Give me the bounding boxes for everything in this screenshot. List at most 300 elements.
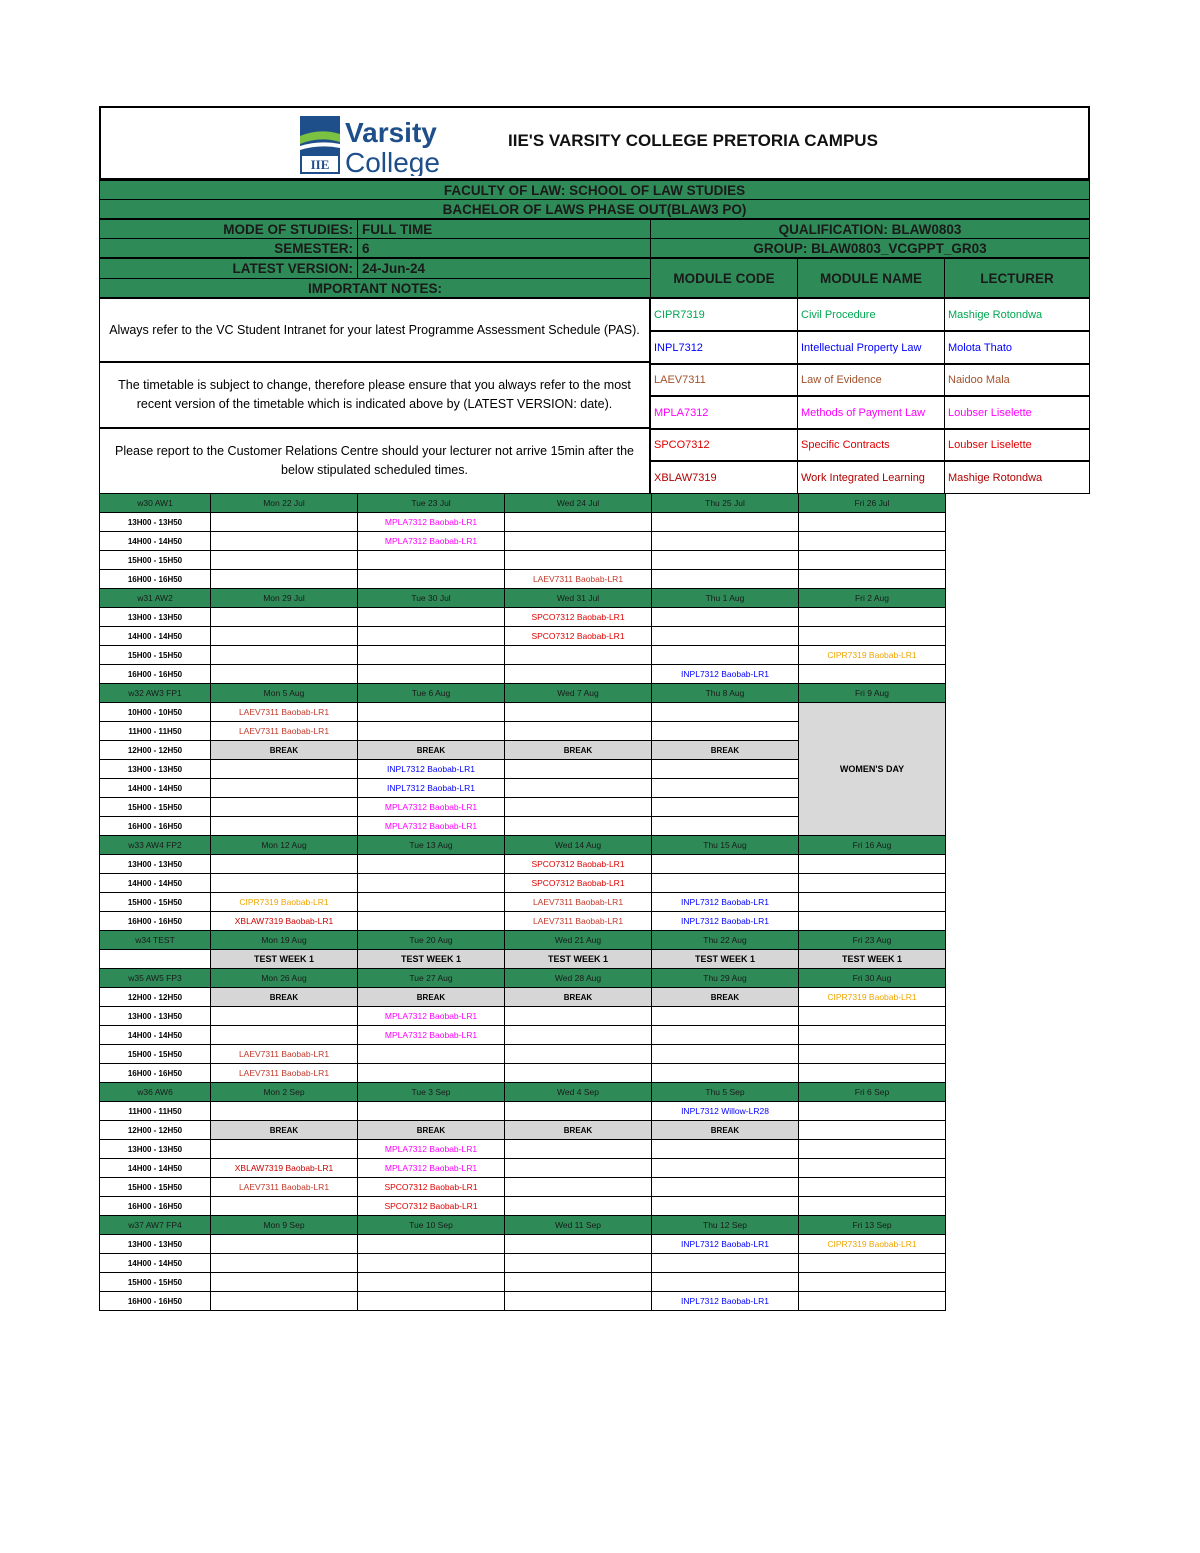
empty-cell bbox=[211, 570, 358, 589]
day-header: Tue 6 Aug bbox=[358, 684, 505, 703]
day-header: Tue 23 Jul bbox=[358, 494, 505, 513]
empty-cell bbox=[505, 513, 652, 532]
programme-band: BACHELOR OF LAWS PHASE OUT(BLAW3 PO) bbox=[99, 199, 1090, 219]
timetable-row bbox=[100, 703, 946, 722]
empty-cell bbox=[211, 760, 358, 779]
day-header: Wed 11 Sep bbox=[505, 1216, 652, 1235]
day-header: Thu 1 Aug bbox=[652, 589, 799, 608]
class-cell: SPCO7312 Baobab-LR1 bbox=[505, 608, 652, 627]
empty-cell bbox=[652, 855, 799, 874]
empty-cell bbox=[505, 1254, 652, 1273]
col-module-name: MODULE NAME bbox=[797, 258, 945, 298]
class-cell: CIPR7319 Baobab-LR1 bbox=[799, 1235, 946, 1254]
timetable-row bbox=[100, 1007, 946, 1026]
timetable-row bbox=[100, 950, 946, 969]
class-cell: LAEV7311 Baobab-LR1 bbox=[505, 893, 652, 912]
timetable-row bbox=[100, 855, 946, 874]
note-pas: Always refer to the VC Student Intranet for your latest Programme Assessment Schedule (PAS). bbox=[99, 298, 650, 362]
time-slot bbox=[100, 950, 211, 969]
holiday-cell: WOMEN'S DAY bbox=[799, 703, 946, 836]
class-cell: MPLA7312 Baobab-LR1 bbox=[358, 513, 505, 532]
class-cell: CIPR7319 Baobab-LR1 bbox=[799, 988, 946, 1007]
break-cell: BREAK bbox=[652, 1121, 799, 1140]
day-header: Wed 4 Sep bbox=[505, 1083, 652, 1102]
break-cell: BREAK bbox=[505, 1121, 652, 1140]
module-code: XBLAW7319 bbox=[650, 461, 798, 494]
empty-cell bbox=[505, 1064, 652, 1083]
empty-cell bbox=[211, 1273, 358, 1292]
time-slot: 14H00 - 14H50 bbox=[100, 1159, 211, 1178]
module-lecturer: Mashige Rotondwa bbox=[944, 298, 1090, 331]
day-header: Tue 3 Sep bbox=[358, 1083, 505, 1102]
empty-cell bbox=[211, 551, 358, 570]
empty-cell bbox=[211, 1292, 358, 1311]
day-header: Tue 10 Sep bbox=[358, 1216, 505, 1235]
empty-cell bbox=[652, 760, 799, 779]
empty-cell bbox=[358, 1273, 505, 1292]
empty-cell bbox=[652, 817, 799, 836]
empty-cell bbox=[652, 779, 799, 798]
class-cell: INPL7312 Baobab-LR1 bbox=[652, 1235, 799, 1254]
empty-cell bbox=[211, 513, 358, 532]
timetable-row bbox=[100, 646, 946, 665]
time-slot: 16H00 - 16H50 bbox=[100, 570, 211, 589]
class-cell: INPL7312 Baobab-LR1 bbox=[358, 760, 505, 779]
empty-cell bbox=[505, 1045, 652, 1064]
timetable-row bbox=[100, 570, 946, 589]
empty-cell bbox=[505, 779, 652, 798]
week-label: w31 AW2 bbox=[100, 589, 211, 608]
empty-cell bbox=[652, 1026, 799, 1045]
day-header: Thu 5 Sep bbox=[652, 1083, 799, 1102]
day-header: Fri 23 Aug bbox=[799, 931, 946, 950]
empty-cell bbox=[358, 722, 505, 741]
time-slot: 12H00 - 12H50 bbox=[100, 988, 211, 1007]
empty-cell bbox=[211, 1007, 358, 1026]
week-header-row bbox=[100, 931, 946, 950]
class-cell: MPLA7312 Baobab-LR1 bbox=[358, 532, 505, 551]
break-cell: BREAK bbox=[652, 741, 799, 760]
empty-cell bbox=[211, 1026, 358, 1045]
logo-text-bottom: College bbox=[345, 147, 440, 176]
day-header: Thu 12 Sep bbox=[652, 1216, 799, 1235]
class-cell: LAEV7311 Baobab-LR1 bbox=[505, 912, 652, 931]
time-slot: 13H00 - 13H50 bbox=[100, 513, 211, 532]
class-cell: INPL7312 Baobab-LR1 bbox=[358, 779, 505, 798]
time-slot: 12H00 - 12H50 bbox=[100, 1121, 211, 1140]
time-slot: 12H00 - 12H50 bbox=[100, 741, 211, 760]
week-label: w34 TEST bbox=[100, 931, 211, 950]
day-header: Mon 9 Sep bbox=[211, 1216, 358, 1235]
empty-cell bbox=[358, 627, 505, 646]
class-cell: MPLA7312 Baobab-LR1 bbox=[358, 1140, 505, 1159]
empty-cell bbox=[505, 722, 652, 741]
empty-cell bbox=[652, 874, 799, 893]
day-header: Fri 6 Sep bbox=[799, 1083, 946, 1102]
day-header: Fri 30 Aug bbox=[799, 969, 946, 988]
empty-cell bbox=[211, 798, 358, 817]
break-cell: BREAK bbox=[211, 988, 358, 1007]
day-header: Fri 13 Sep bbox=[799, 1216, 946, 1235]
varsity-college-logo bbox=[300, 114, 463, 176]
time-slot: 13H00 - 13H50 bbox=[100, 1007, 211, 1026]
time-slot: 15H00 - 15H50 bbox=[100, 798, 211, 817]
timetable-row bbox=[100, 1064, 946, 1083]
timetable-row bbox=[100, 1102, 946, 1121]
logo-text-top: Varsity bbox=[345, 117, 437, 148]
empty-cell bbox=[358, 912, 505, 931]
week-header-row bbox=[100, 1083, 946, 1102]
week-label: w35 AW5 FP3 bbox=[100, 969, 211, 988]
day-header: Wed 14 Aug bbox=[505, 836, 652, 855]
empty-cell bbox=[505, 532, 652, 551]
class-cell: INPL7312 Baobab-LR1 bbox=[652, 665, 799, 684]
empty-cell bbox=[652, 551, 799, 570]
module-lecturer: Mashige Rotondwa bbox=[944, 461, 1090, 494]
empty-cell bbox=[358, 1064, 505, 1083]
empty-cell bbox=[799, 893, 946, 912]
week-header-row bbox=[100, 836, 946, 855]
time-slot: 10H00 - 10H50 bbox=[100, 703, 211, 722]
class-cell: MPLA7312 Baobab-LR1 bbox=[358, 1026, 505, 1045]
notes-label: IMPORTANT NOTES: bbox=[99, 278, 651, 298]
class-cell: MPLA7312 Baobab-LR1 bbox=[358, 1007, 505, 1026]
empty-cell bbox=[799, 1159, 946, 1178]
timetable-row bbox=[100, 627, 946, 646]
time-slot: 13H00 - 13H50 bbox=[100, 760, 211, 779]
time-slot: 13H00 - 13H50 bbox=[100, 608, 211, 627]
timetable bbox=[99, 493, 946, 1311]
qualification: QUALIFICATION: BLAW0803 bbox=[650, 219, 1090, 239]
empty-cell bbox=[652, 1064, 799, 1083]
test-week-cell: TEST WEEK 1 bbox=[211, 950, 358, 969]
day-header: Fri 2 Aug bbox=[799, 589, 946, 608]
empty-cell bbox=[505, 646, 652, 665]
week-label: w37 AW7 FP4 bbox=[100, 1216, 211, 1235]
class-cell: MPLA7312 Baobab-LR1 bbox=[358, 798, 505, 817]
day-header: Mon 5 Aug bbox=[211, 684, 358, 703]
empty-cell bbox=[652, 1007, 799, 1026]
time-slot: 15H00 - 15H50 bbox=[100, 1273, 211, 1292]
empty-cell bbox=[211, 627, 358, 646]
time-slot: 16H00 - 16H50 bbox=[100, 1197, 211, 1216]
empty-cell bbox=[652, 798, 799, 817]
module-name: Civil Procedure bbox=[797, 298, 945, 331]
timetable-row bbox=[100, 1273, 946, 1292]
time-slot: 14H00 - 14H50 bbox=[100, 627, 211, 646]
empty-cell bbox=[211, 532, 358, 551]
empty-cell bbox=[799, 1178, 946, 1197]
day-header: Wed 31 Jul bbox=[505, 589, 652, 608]
time-slot: 14H00 - 14H50 bbox=[100, 1026, 211, 1045]
class-cell: SPCO7312 Baobab-LR1 bbox=[505, 855, 652, 874]
timetable-row bbox=[100, 1121, 946, 1140]
break-cell: BREAK bbox=[652, 988, 799, 1007]
mode-label: MODE OF STUDIES: bbox=[99, 219, 358, 239]
week-header-row bbox=[100, 684, 946, 703]
day-header: Thu 22 Aug bbox=[652, 931, 799, 950]
empty-cell bbox=[799, 1140, 946, 1159]
empty-cell bbox=[799, 1102, 946, 1121]
empty-cell bbox=[505, 760, 652, 779]
time-slot: 14H00 - 14H50 bbox=[100, 779, 211, 798]
class-cell: INPL7312 Willow-LR28 bbox=[652, 1102, 799, 1121]
day-header: Fri 9 Aug bbox=[799, 684, 946, 703]
empty-cell bbox=[652, 1140, 799, 1159]
empty-cell bbox=[505, 551, 652, 570]
day-header: Mon 22 Jul bbox=[211, 494, 358, 513]
group: GROUP: BLAW0803_VCGPPT_GR03 bbox=[650, 238, 1090, 258]
empty-cell bbox=[505, 798, 652, 817]
test-week-cell: TEST WEEK 1 bbox=[799, 950, 946, 969]
day-header: Thu 25 Jul bbox=[652, 494, 799, 513]
class-cell: LAEV7311 Baobab-LR1 bbox=[211, 1045, 358, 1064]
semester-value: 6 bbox=[357, 238, 651, 258]
class-cell: INPL7312 Baobab-LR1 bbox=[652, 912, 799, 931]
break-cell: BREAK bbox=[211, 741, 358, 760]
empty-cell bbox=[211, 1235, 358, 1254]
empty-cell bbox=[799, 1121, 946, 1140]
col-lecturer: LECTURER bbox=[944, 258, 1090, 298]
empty-cell bbox=[505, 1273, 652, 1292]
test-week-cell: TEST WEEK 1 bbox=[358, 950, 505, 969]
time-slot: 15H00 - 15H50 bbox=[100, 893, 211, 912]
empty-cell bbox=[358, 1254, 505, 1273]
day-header: Mon 2 Sep bbox=[211, 1083, 358, 1102]
empty-cell bbox=[799, 551, 946, 570]
day-header: Thu 29 Aug bbox=[652, 969, 799, 988]
version-label: LATEST VERSION: bbox=[99, 258, 358, 279]
empty-cell bbox=[211, 1102, 358, 1121]
empty-cell bbox=[652, 1273, 799, 1292]
empty-cell bbox=[652, 1159, 799, 1178]
day-header: Tue 13 Aug bbox=[358, 836, 505, 855]
module-lecturer: Molota Thato bbox=[944, 331, 1090, 364]
logo-badge-text: IIE bbox=[310, 157, 330, 172]
class-cell: CIPR7319 Baobab-LR1 bbox=[211, 893, 358, 912]
day-header: Tue 20 Aug bbox=[358, 931, 505, 950]
timetable-row bbox=[100, 1140, 946, 1159]
mode-value: FULL TIME bbox=[357, 219, 651, 239]
empty-cell bbox=[358, 703, 505, 722]
col-module-code: MODULE CODE bbox=[650, 258, 798, 298]
empty-cell bbox=[505, 1178, 652, 1197]
day-header: Mon 26 Aug bbox=[211, 969, 358, 988]
week-label: w30 AW1 bbox=[100, 494, 211, 513]
time-slot: 15H00 - 15H50 bbox=[100, 551, 211, 570]
empty-cell bbox=[799, 532, 946, 551]
time-slot: 14H00 - 14H50 bbox=[100, 1254, 211, 1273]
empty-cell bbox=[211, 646, 358, 665]
empty-cell bbox=[358, 1045, 505, 1064]
empty-cell bbox=[799, 665, 946, 684]
time-slot: 14H00 - 14H50 bbox=[100, 532, 211, 551]
empty-cell bbox=[652, 722, 799, 741]
day-header: Tue 30 Jul bbox=[358, 589, 505, 608]
break-cell: BREAK bbox=[358, 741, 505, 760]
timetable-row bbox=[100, 988, 946, 1007]
empty-cell bbox=[799, 570, 946, 589]
timetable-row bbox=[100, 912, 946, 931]
day-header: Wed 7 Aug bbox=[505, 684, 652, 703]
empty-cell bbox=[358, 855, 505, 874]
time-slot: 13H00 - 13H50 bbox=[100, 1235, 211, 1254]
test-week-cell: TEST WEEK 1 bbox=[505, 950, 652, 969]
class-cell: MPLA7312 Baobab-LR1 bbox=[358, 817, 505, 836]
time-slot: 13H00 - 13H50 bbox=[100, 855, 211, 874]
note-lecturer-late: Please report to the Customer Relations Centre should your lecturer not arrive 15min after the below stipulated scheduled times. bbox=[99, 428, 650, 494]
empty-cell bbox=[505, 1292, 652, 1311]
time-slot: 16H00 - 16H50 bbox=[100, 1064, 211, 1083]
empty-cell bbox=[799, 513, 946, 532]
empty-cell bbox=[505, 1026, 652, 1045]
class-cell: SPCO7312 Baobab-LR1 bbox=[358, 1178, 505, 1197]
empty-cell bbox=[799, 1273, 946, 1292]
module-lecturer: Naidoo Mala bbox=[944, 364, 1090, 396]
time-slot: 16H00 - 16H50 bbox=[100, 912, 211, 931]
empty-cell bbox=[799, 1007, 946, 1026]
time-slot: 13H00 - 13H50 bbox=[100, 1140, 211, 1159]
week-header-row bbox=[100, 494, 946, 513]
empty-cell bbox=[211, 1254, 358, 1273]
class-cell: XBLAW7319 Baobab-LR1 bbox=[211, 912, 358, 931]
empty-cell bbox=[358, 551, 505, 570]
module-code: CIPR7319 bbox=[650, 298, 798, 331]
break-cell: BREAK bbox=[358, 1121, 505, 1140]
empty-cell bbox=[358, 1235, 505, 1254]
module-name: Work Integrated Learning bbox=[797, 461, 945, 494]
empty-cell bbox=[505, 1159, 652, 1178]
empty-cell bbox=[799, 912, 946, 931]
timetable-row bbox=[100, 893, 946, 912]
empty-cell bbox=[358, 1102, 505, 1121]
class-cell: XBLAW7319 Baobab-LR1 bbox=[211, 1159, 358, 1178]
version-value: 24-Jun-24 bbox=[357, 258, 651, 279]
time-slot: 16H00 - 16H50 bbox=[100, 1292, 211, 1311]
empty-cell bbox=[211, 665, 358, 684]
class-cell: SPCO7312 Baobab-LR1 bbox=[358, 1197, 505, 1216]
day-header: Thu 8 Aug bbox=[652, 684, 799, 703]
note-timetable-change: The timetable is subject to change, therefore please ensure that you always refer to the most recent version of the timetable which is indicated above by (LATEST VERSION: date). bbox=[99, 362, 650, 428]
empty-cell bbox=[505, 817, 652, 836]
break-cell: BREAK bbox=[358, 988, 505, 1007]
timetable-row bbox=[100, 513, 946, 532]
time-slot: 15H00 - 15H50 bbox=[100, 1178, 211, 1197]
time-slot: 16H00 - 16H50 bbox=[100, 665, 211, 684]
module-code: LAEV7311 bbox=[650, 364, 798, 396]
class-cell: CIPR7319 Baobab-LR1 bbox=[799, 646, 946, 665]
timetable-row bbox=[100, 1045, 946, 1064]
empty-cell bbox=[211, 855, 358, 874]
time-slot: 11H00 - 11H50 bbox=[100, 722, 211, 741]
timetable-row bbox=[100, 1197, 946, 1216]
empty-cell bbox=[799, 608, 946, 627]
time-slot: 14H00 - 14H50 bbox=[100, 874, 211, 893]
empty-cell bbox=[652, 570, 799, 589]
empty-cell bbox=[799, 1197, 946, 1216]
empty-cell bbox=[652, 703, 799, 722]
empty-cell bbox=[799, 1254, 946, 1273]
timetable-row bbox=[100, 1292, 946, 1311]
empty-cell bbox=[652, 513, 799, 532]
break-cell: BREAK bbox=[505, 741, 652, 760]
week-label: w32 AW3 FP1 bbox=[100, 684, 211, 703]
day-header: Thu 15 Aug bbox=[652, 836, 799, 855]
class-cell: INPL7312 Baobab-LR1 bbox=[652, 893, 799, 912]
class-cell: LAEV7311 Baobab-LR1 bbox=[211, 1064, 358, 1083]
empty-cell bbox=[211, 874, 358, 893]
day-header: Mon 29 Jul bbox=[211, 589, 358, 608]
empty-cell bbox=[505, 1102, 652, 1121]
day-header: Wed 28 Aug bbox=[505, 969, 652, 988]
empty-cell bbox=[358, 608, 505, 627]
timetable-row bbox=[100, 532, 946, 551]
week-label: w36 AW6 bbox=[100, 1083, 211, 1102]
empty-cell bbox=[211, 1197, 358, 1216]
empty-cell bbox=[505, 1007, 652, 1026]
day-header: Mon 12 Aug bbox=[211, 836, 358, 855]
timetable-row bbox=[100, 1254, 946, 1273]
empty-cell bbox=[505, 1140, 652, 1159]
time-slot: 16H00 - 16H50 bbox=[100, 817, 211, 836]
timetable-row bbox=[100, 1178, 946, 1197]
timetable-row bbox=[100, 1235, 946, 1254]
empty-cell bbox=[358, 874, 505, 893]
empty-cell bbox=[652, 1197, 799, 1216]
empty-cell bbox=[358, 570, 505, 589]
module-lecturer: Loubser Liselette bbox=[944, 429, 1090, 461]
empty-cell bbox=[652, 1045, 799, 1064]
empty-cell bbox=[652, 532, 799, 551]
week-header-row bbox=[100, 1216, 946, 1235]
timetable-row bbox=[100, 608, 946, 627]
empty-cell bbox=[211, 608, 358, 627]
day-header: Wed 21 Aug bbox=[505, 931, 652, 950]
class-cell: LAEV7311 Baobab-LR1 bbox=[211, 703, 358, 722]
module-name: Law of Evidence bbox=[797, 364, 945, 396]
timetable-row bbox=[100, 551, 946, 570]
test-week-cell: TEST WEEK 1 bbox=[652, 950, 799, 969]
empty-cell bbox=[358, 893, 505, 912]
module-name: Methods of Payment Law bbox=[797, 396, 945, 429]
time-slot: 11H00 - 11H50 bbox=[100, 1102, 211, 1121]
empty-cell bbox=[799, 874, 946, 893]
class-cell: SPCO7312 Baobab-LR1 bbox=[505, 874, 652, 893]
module-code: MPLA7312 bbox=[650, 396, 798, 429]
empty-cell bbox=[211, 779, 358, 798]
empty-cell bbox=[799, 627, 946, 646]
timetable-row bbox=[100, 1026, 946, 1045]
empty-cell bbox=[358, 665, 505, 684]
class-cell: LAEV7311 Baobab-LR1 bbox=[505, 570, 652, 589]
class-cell: INPL7312 Baobab-LR1 bbox=[652, 1292, 799, 1311]
class-cell: LAEV7311 Baobab-LR1 bbox=[211, 1178, 358, 1197]
day-header: Fri 16 Aug bbox=[799, 836, 946, 855]
class-cell: SPCO7312 Baobab-LR1 bbox=[505, 627, 652, 646]
empty-cell bbox=[799, 1045, 946, 1064]
time-slot: 15H00 - 15H50 bbox=[100, 1045, 211, 1064]
class-cell: LAEV7311 Baobab-LR1 bbox=[211, 722, 358, 741]
break-cell: BREAK bbox=[211, 1121, 358, 1140]
day-header: Wed 24 Jul bbox=[505, 494, 652, 513]
college-title: IIE'S VARSITY COLLEGE PRETORIA CAMPUS bbox=[508, 131, 878, 150]
empty-cell bbox=[211, 817, 358, 836]
semester-label: SEMESTER: bbox=[99, 238, 358, 258]
day-header: Fri 26 Jul bbox=[799, 494, 946, 513]
class-cell: MPLA7312 Baobab-LR1 bbox=[358, 1159, 505, 1178]
empty-cell bbox=[799, 1064, 946, 1083]
break-cell: BREAK bbox=[505, 988, 652, 1007]
